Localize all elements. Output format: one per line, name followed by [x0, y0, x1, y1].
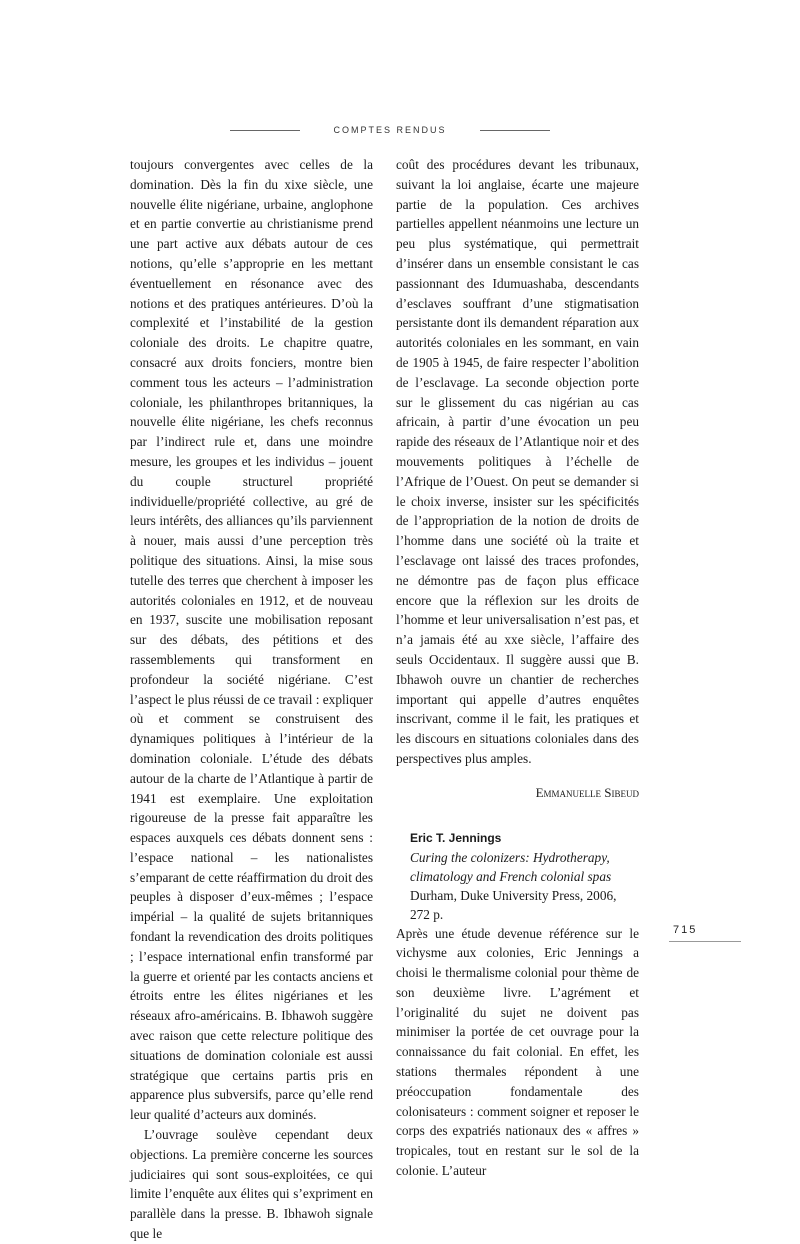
- page-folio: [669, 924, 741, 942]
- folio-rule: [669, 941, 741, 942]
- right-paragraph-1: coût des procédures devant les tribunaux, suivant la loi anglaise, écarte une majeure partie de la population. Ces archives partielles appellent néanmoins une lecture un peu plus systématique, qui permettrait d’insérer dans un ensemble consistant le cas passionnant des Idumuashaba, descendants d’esclaves souffrant d’une stigmatisation persistante dont ils demandent réparation aux autorités coloniales en les sommant, en vain de 1905 à 1945, de faire respecter l’abolition de l’esclavage. La seconde objection porte sur le glissement du cas nigérian au cas africain, à partir d’une évocation un peu rapide des réseaux de l’Atlantique noir et des mouvements politiques à l’échelle de l’Afrique de l’Ouest. On peut se demander si le choix inverse, insister sur les spécificités de l’appropriation de la notion de droits de l’homme dans une société où la traite et l’esclavage ont laissé des traces profondes, ne démontre pas de façon plus efficace encore que la réflexion sur les droits de l’homme et leur universalisation n’est pas, et n’a jamais été au xxe siècle, l’affaire des seuls Occidentaux. Il suggère aussi que B. Ibhawoh ouvre un chantier de recherches important qui appelle d’autres enquêtes inscrivant, comme il le fait, les pratiques et les discours en situations coloniales dans des perspectives plus amples.: [396, 157, 639, 766]
- running-head-rule-right: [480, 130, 550, 131]
- running-head-rule-left: [230, 130, 300, 131]
- review-signature: Emmanuelle Sibeud: [535, 784, 639, 800]
- right-column: [396, 155, 639, 1181]
- page-number: 715: [673, 924, 698, 936]
- left-paragraph-2: L’ouvrage soulève cependant deux objections. La première concerne les sources judiciaires qui sont sous-exploitées, ce qui limite l’enquête aux élites qui s’expriment en parallèle dans la presse. B. Ibhawoh signale que le: [130, 1127, 373, 1242]
- book-title: Curing the colonizers: Hydrotherapy, climatology and French colonial spas: [410, 849, 612, 884]
- book-author: Eric T. Jennings: [410, 830, 502, 845]
- left-column: [130, 155, 373, 1244]
- book-publication: Durham, Duke University Press, 2006, 272 p.: [410, 887, 617, 922]
- running-head: [230, 123, 550, 137]
- left-paragraph-1: toujours convergentes avec celles de la domination. Dès la fin du xixe siècle, une nouvelle élite nigériane, urbaine, anglophone et en partie convertie au christianisme prend une part active aux débats autour de ces notions, qu’elle s’approprie en les mettant éventuellement en résonance avec des notions et des pratiques antérieures. D’où la complexité et l’instabilité de la gestion coloniale des droits. Le chapitre quatre, consacré aux droits fonciers, montre bien comment tous les acteurs – l’administration coloniale, les philanthropes britanniques, la nouvelle élite nigériane, les chefs reconnus par l’indirect rule et, dans une moindre mesure, les groupes et les individus – jouent du couple structurel propriété individuelle/propriété collective, au gré de leurs intérêts, des alliances qu’ils parviennent à nouer, mais aussi d’une perception très politique des situations. Ainsi, la mise sous tutelle des terres que cherchent à imposer les autorités coloniales en 1912, et de nouveau en 1937, suscite une mobilisation reposant sur des débats, des pétitions et des rassemblements qui transforment en profondeur la société nigériane. C’est l’aspect le plus réussi de ce travail : expliquer où et comment se construisent des dynamiques politiques à l’intérieur de la domination coloniale. L’étude des débats autour de la charte de l’Atlantique à partir de 1941 est exemplaire. Une exploitation rigoureuse de la presse fait apparaître les espaces auxquels ces débats donnent sens : l’espace national – les nationalistes s’emparant de cette réaffirmation du droit des peuples à disposer d’eux-mêmes ; l’espace impérial – la qualité de sujets britanniques fondant la revendication des droits politiques ; l’espace international enfin transformé par la guerre et orienté par les contacts anciens et étroits entre les élites nigérianes et les réseaux afro-américains. B. Ibhawoh suggère avec raison que cette relecture politique des situations de domination coloniale est aussi stratégique que certains partis pris en apparence plus subversifs, parce qu’elle rend leur qualité d’acteurs aux dominés.: [130, 157, 373, 1123]
- book-reference: [396, 829, 639, 924]
- right-paragraph-2: Après une étude devenue référence sur le vichysme aux colonies, Eric Jennings a choisi le thermalisme colonial pour thème de son deuxième livre. L’agrément et l’originalité du sujet ne doivent pas minimiser la portée de cet ouvrage pour la connaissance du fait colonial. En effet, les stations thermales répondent à une préoccupation fondamentale des colonisateurs : comment soigner et reposer le corps des expatriés nationaux des « affres » tropicales, tout en restant sur le sol de la colonie. L’auteur: [396, 925, 639, 1179]
- running-head-label: COMPTES RENDUS: [333, 125, 447, 135]
